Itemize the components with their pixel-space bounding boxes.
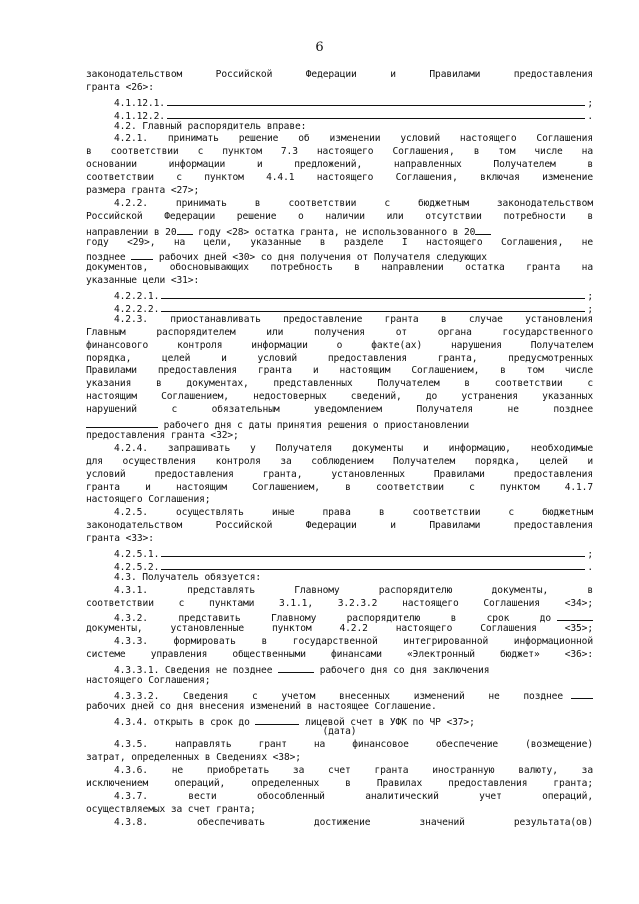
text-line: 4.2. Главный распорядитель вправе: xyxy=(114,120,307,132)
clause-number: 4.2.2.1. xyxy=(114,291,160,303)
text-line: исключением операций, определенных в Правилах предоставления гранта; xyxy=(86,777,593,789)
text-line: году <29>, на цели, указанные в разделе I настоящего Соглашения, не xyxy=(86,236,593,248)
text-line: Главным распорядителем или получения от органа государственного xyxy=(86,326,593,338)
text-line: 4.3.7. вести обособленный аналитический учет операций, xyxy=(114,790,593,802)
blank-field xyxy=(161,301,585,312)
text-line: системе управления общественными финансами «Электронный бюджет» <36>: xyxy=(86,649,593,661)
blank-field xyxy=(161,559,585,570)
text-line: указанные цели <31>: xyxy=(86,275,200,287)
punct: ; xyxy=(587,97,593,109)
clause-number: 4.1.12.2. xyxy=(114,110,165,122)
text-line: предоставления гранта <32>; xyxy=(86,429,239,441)
blank-field xyxy=(167,95,585,106)
text-line: 4.2.5. осуществлять иные права в соответствии с бюджетным xyxy=(114,507,593,519)
text-line xyxy=(86,662,593,675)
text-line: рабочих дней со дня внесения изменений в настоящее Соглашение. xyxy=(86,700,437,712)
text-fragment: году <28> остатка гранта, не использованного в 20 xyxy=(192,226,476,238)
text-line: гранта <26>: xyxy=(86,81,154,93)
text-fragment: 4.3.4. открыть в срок до xyxy=(114,716,250,728)
blank-field xyxy=(255,714,299,725)
punct: ; xyxy=(587,291,593,303)
text-fragment: направлении в 20 xyxy=(86,226,177,238)
text-line: Российской Федерации решение о наличии или отсутствии потребности в xyxy=(86,210,593,222)
blank-field xyxy=(557,610,593,621)
text-fragment: 4.3.2. представить Главному распорядителю в срок до xyxy=(114,613,551,625)
page-number: 6 xyxy=(315,40,324,55)
text-line: основании информации и предложений, направленных Получателем в xyxy=(86,159,593,171)
text-line: документов, обосновывающих потребность в направлении остатка гранта на xyxy=(86,262,593,274)
text-line: 4.2.3. приостанавливать предоставление гранта в случае установления xyxy=(114,313,593,325)
fill-line xyxy=(86,301,593,314)
text-line: 4.2.4. запрашивать у Получателя документы и информацию, необходимые xyxy=(114,442,593,454)
fill-line xyxy=(86,559,593,572)
text-line: порядка, целей и условий предоставления гранта, предусмотренных xyxy=(86,352,593,364)
text-fragment: лицевой счет в УФК по ЧР <37>; xyxy=(305,716,475,728)
text-line: 4.3.1. представлять Главному распорядителю документы, в xyxy=(114,584,593,596)
text-line: 4.3.6. не приобретать за счет гранта иностранную валюту, за xyxy=(114,765,593,777)
text-line: соответствии с пунктом 4.4.1 настоящего Соглашения, включая изменение xyxy=(86,172,593,184)
clause-number: 4.2.5.2. xyxy=(114,561,160,573)
text-line: указания в документах, представленных Получателем в соответствии с xyxy=(86,378,593,390)
clause-number: 4.2.2.2. xyxy=(114,304,160,316)
text-line: условий предоставления гранта, установленных Правилами предоставления xyxy=(86,468,593,480)
blank-field xyxy=(278,662,314,673)
text-line: в соответствии с пунктом 7.3 настоящего Соглашения, в том числе на xyxy=(86,146,593,158)
punct: ; xyxy=(587,548,593,560)
text-line xyxy=(86,417,593,430)
text-line: законодательством Российской Федерации и Правилами предоставления xyxy=(86,69,593,80)
text-line xyxy=(86,610,593,623)
clause-number: 4.2.5.1. xyxy=(114,548,160,560)
text-fragment: рабочего дня с даты принятия решения о приостановлении xyxy=(163,420,470,432)
text-line: настоящим Соглашением, недостоверных сведений, до устранения указанных xyxy=(86,391,593,403)
text-fragment: рабочего дня со дня заключения xyxy=(319,664,490,676)
text-line: затрат, определенных в Сведениях <38>; xyxy=(86,752,301,764)
text-line xyxy=(86,249,593,262)
blank-field xyxy=(161,288,585,299)
text-fragment: рабочих дней <30> со дня получения от Получателя следующих xyxy=(158,252,487,264)
fill-line xyxy=(86,546,593,559)
text-line xyxy=(86,224,593,237)
text-line: гранта и настоящим Соглашением, в соответствии с пунктом 4.1.7 xyxy=(86,481,593,493)
text-line: законодательством Российской Федерации и Правилами предоставления xyxy=(86,520,593,532)
blank-field xyxy=(571,688,593,699)
text-line xyxy=(86,714,593,727)
text-line: нарушений с обязательным уведомлением Получателя не позднее xyxy=(86,404,593,416)
text-line: осуществляемых за счет гранта; xyxy=(86,803,256,815)
text-line: финансового контроля информации о факте(ах) нарушения Получателем xyxy=(86,339,593,351)
text-line: размера гранта <27>; xyxy=(86,185,200,197)
text-line: документы, установленные пунктом 4.2.2 настоящего Соглашения <35>; xyxy=(86,623,593,635)
text-line: для осуществления контроля за соблюдением Получателем порядка, целей и xyxy=(86,455,593,467)
text-line: соответствии с пунктами 3.1.1, 3.2.3.2 настоящего Соглашения <34>; xyxy=(86,597,593,609)
text-line: 4.3.5. направлять грант на финансовое обеспечение (возмещение) xyxy=(114,739,593,751)
text-fragment: позднее xyxy=(86,252,126,264)
punct: ; xyxy=(587,304,593,316)
text-fragment: 4.3.3.2. Сведения с учетом внесенных изменений не позднее xyxy=(114,690,563,702)
text-line xyxy=(86,688,593,701)
agreement-text xyxy=(86,69,593,830)
punct: . xyxy=(587,110,593,122)
text-line: 4.2.2. принимать в соответствии с бюджетным законодательством xyxy=(114,197,593,209)
text-line: 4.3.8. обеспечивать достижение значений результата(ов) xyxy=(114,816,593,828)
blank-field xyxy=(475,224,491,235)
blank-field xyxy=(131,249,153,260)
text-line: настоящего Соглашения; xyxy=(86,674,211,686)
text-line: настоящего Соглашения; xyxy=(86,494,211,506)
text-line: 4.3.3. формировать в государственной интегрированной информационной xyxy=(114,636,593,648)
text-line: Правилами предоставления гранта и настоящим Соглашением, в том числе xyxy=(86,365,593,377)
text-line: 4.2.1. принимать решение об изменении условий настоящего Соглашения xyxy=(114,133,593,145)
blank-field xyxy=(86,417,158,428)
fill-line xyxy=(86,95,593,108)
text-fragment: 4.3.3.1. Сведения не позднее xyxy=(114,664,273,676)
field-caption: (дата) xyxy=(322,726,357,738)
text-line: 4.3. Получатель обязуется: xyxy=(114,571,262,583)
punct: . xyxy=(587,561,593,573)
blank-field xyxy=(167,108,585,119)
blank-field xyxy=(177,224,193,235)
fill-line xyxy=(86,288,593,301)
text-line: гранта <33>: xyxy=(86,533,154,545)
blank-field xyxy=(161,546,585,557)
clause-number: 4.1.12.1. xyxy=(114,97,165,109)
